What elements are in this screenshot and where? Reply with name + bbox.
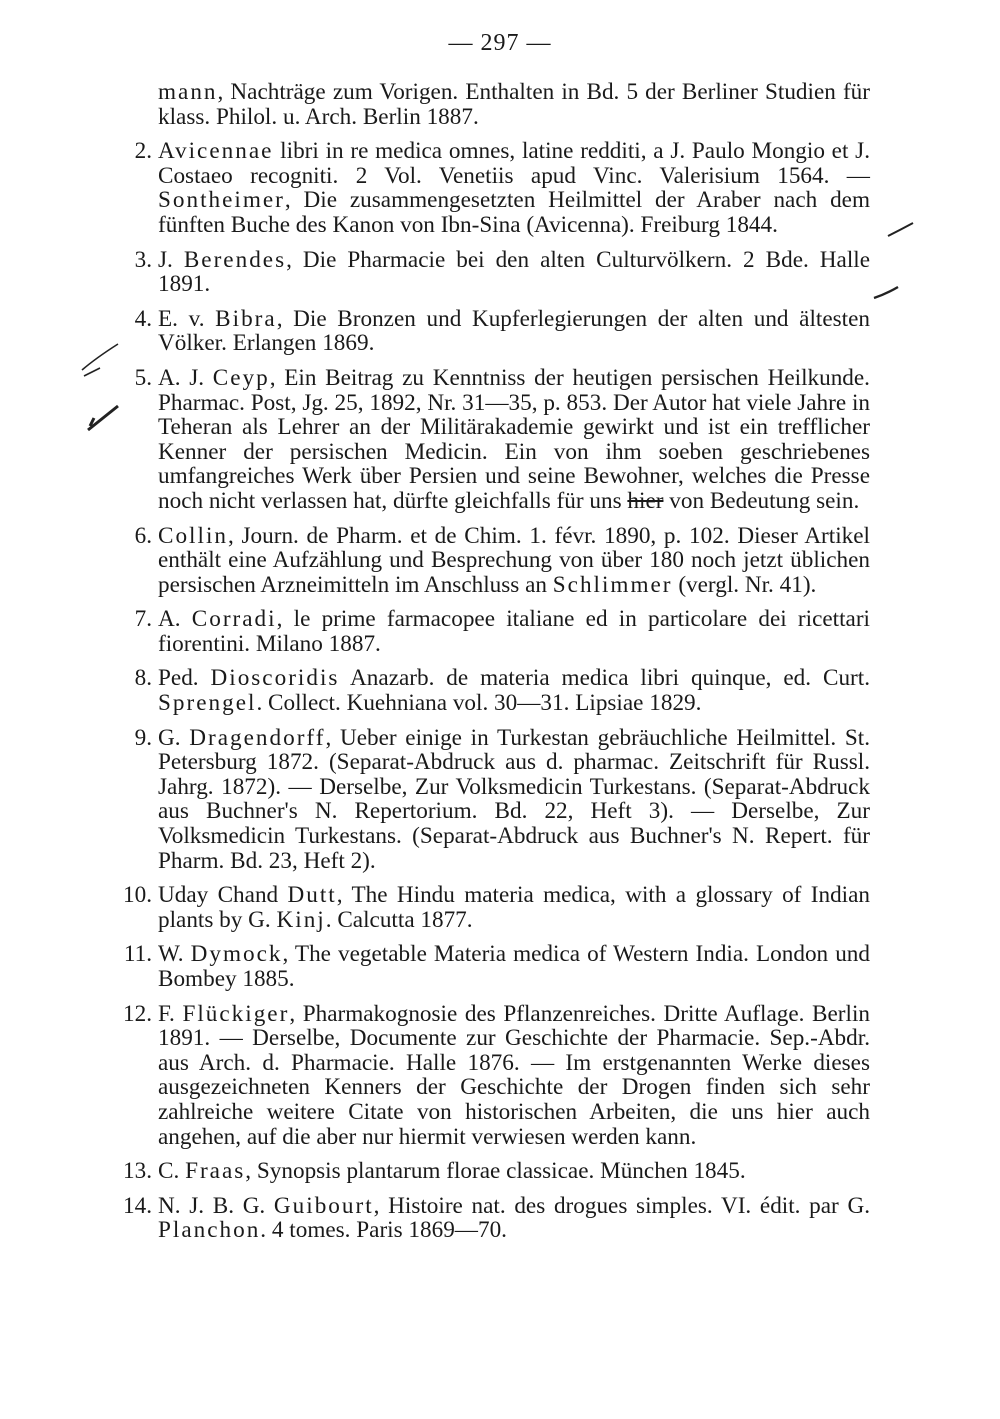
author-name: Guibourt [273, 1192, 374, 1219]
entry-text: , Die Bronzen und Kupferlegierungen der alten und ältesten Völker. Erlangen 1869. [158, 305, 870, 357]
entry-text: , Die Pharmacie bei den alten Culturvölkern. 2 Bde. Halle 1891. [158, 246, 870, 298]
bibliography-entry [100, 607, 870, 656]
author-name: mann [158, 79, 218, 105]
entry-text: von Bedeutung sein. [663, 487, 860, 514]
entry-text: (vergl. Nr. 41). [672, 571, 817, 598]
entry-number: 6. [134, 522, 152, 549]
author-name: Berendes [183, 246, 287, 273]
author-name: Fraas [185, 1158, 246, 1185]
bibliography-entry [100, 1002, 870, 1150]
author-name: Dutt [287, 882, 337, 909]
entry-text: . 4 tomes. Paris 1869—70. [260, 1217, 507, 1244]
entry-text: , Nachträge zum Vorigen. Enthalten in Bd. 5 der Berliner Studien für klass. Philol. u. Arch. Berlin 1887. [158, 79, 870, 130]
bibliography-entry [100, 524, 870, 598]
entry-text: F. [158, 1000, 183, 1027]
author-name: Flückiger [182, 1000, 290, 1027]
entry-text: A. [158, 606, 192, 633]
continuation-text [100, 80, 870, 129]
entry-text: , Ein Beitrag zu Kenntniss der heutigen persischen Heilkunde. Pharmac. Post, Jg. 25, 1892, Nr. 31—35, p. 853. Der Autor hat viele Jahre in Teheran als Lehrer an der Militärakademie gewirkt und ist ein trefflicher Kenner der persischen Medicin. Ein von ihm soeben geschriebenes umfangreiches Werk über Persien und seine Bewohner, welches die Presse noch nicht verlassen hat, dürfte gleichfalls für uns [158, 364, 870, 514]
entry-text: G. [158, 724, 190, 751]
author-name: Ceyp [212, 364, 270, 391]
entry-text: , le prime farmacopee italiane ed in particolare dei ricettari fiorentini. Milano 1887. [158, 606, 870, 657]
bibliography-entry [100, 883, 870, 932]
entry-text: . Calcutta 1877. [325, 906, 473, 933]
entry-text: Ped. [158, 665, 211, 692]
entry-text: A. J. [158, 364, 213, 391]
page-number: — 297 — [448, 30, 552, 56]
entry-text: . Collect. Kuehniana vol. 30—31. Lipsiae 1829. [256, 690, 702, 717]
entry-number: 12. [123, 1000, 152, 1027]
margin-tick-icon [872, 282, 902, 302]
entry-number: 2. [134, 138, 152, 165]
author-name: Avicennae [158, 138, 274, 165]
entry-text: C. [158, 1158, 186, 1185]
entry-text: N. J. B. G. [158, 1192, 274, 1219]
entry-number: 14. [123, 1192, 152, 1219]
entry-text: , Die zusammengesetzten Heilmittel der Araber nach dem fünften Buche des Kanon von Ibn-Sina (Avicenna). Freiburg 1844. [158, 187, 870, 238]
author-name: Dragendorff [189, 724, 326, 751]
entry-text: , The Hindu materia medica, with a glossary of Indian plants by G. [158, 882, 871, 933]
entry-text: Anazarb. de materia medica libri quinque, ed. Curt. [339, 665, 870, 692]
entry-number: 5. [134, 364, 152, 391]
bibliography-entry [100, 366, 870, 514]
entry-number: 4. [134, 305, 152, 332]
entry-number: 10. [123, 882, 152, 909]
entry-text: , Pharmakognosie des Pflanzenreiches. Dritte Auflage. Berlin 1891. — Derselbe, Documente zur Geschichte der Pharmacie. Sep.-Abdr. aus Arch. d. Pharmacie. Halle 1876. — Im erstgenannten Werke dieses ausgezeichneten Kenners der Geschichte der Drogen finden sich sehr zahlreiche weitere Citate von historischen Arbeiten, die uns hier auch angehen, auf die aber nur hiermit verwiesen werden kann. [158, 1000, 870, 1150]
entry-text: W. [158, 941, 191, 968]
struck-text: hier [627, 487, 664, 514]
entry-text: libri in re medica omnes, latine redditi, a J. Paulo Mongio et J. Costaeo recogniti. 2 Vol. Venetiis apud Vinc. Valerisium 1564. — [158, 138, 870, 189]
author-name: Kinj [276, 906, 326, 933]
author-name: Collin [158, 522, 228, 549]
entry-number: 3. [134, 246, 152, 273]
entry-text: E. v. [158, 305, 216, 332]
entry-text: , Journ. de Pharm. et de Chim. 1. févr. 1890, p. 102. Dieser Artikel enthält eine Aufzählung und Besprechung von über 180 noch jetzt üblichen persischen Arzneimitteln im Anschluss an [158, 522, 870, 598]
bibliography-entry [100, 942, 870, 991]
entry-text: J. [158, 246, 184, 273]
bibliography-list [100, 80, 870, 1243]
entry-number: 9. [134, 724, 152, 751]
entry-text: Uday Chand [158, 882, 288, 909]
bibliography-entry [100, 666, 870, 715]
entry-number: 13. [123, 1158, 152, 1185]
entry-number: 8. [134, 665, 152, 692]
bibliography-entry [100, 1194, 870, 1243]
entry-text: , Histoire nat. des drogues simples. VI. édit. par G. [373, 1192, 870, 1219]
margin-check-icon [84, 400, 124, 436]
entry-text: , The vegetable Materia medica of Western India. London und Bombey 1885. [158, 941, 870, 992]
author-name: Bibra [215, 305, 277, 332]
bibliography-entry [100, 139, 870, 237]
bibliography-entry [100, 307, 870, 356]
author-name: Sontheimer [158, 187, 285, 214]
margin-tick-icon [886, 220, 916, 240]
author-name: Dymock [190, 941, 283, 968]
entry-text: , Ueber einige in Turkestan gebräuchliche Heilmittel. St. Petersburg 1872. (Separat-Abdruck aus d. pharmac. Zeitschrift für Russl. Jahrg. 1872). — Derselbe, Zur Volksmedicin Turkestans. (Separat-Abdruck aus Buchner's N. Repertorium. Bd. 22, Heft 3). — Derselbe, Zur Volksmedicin Turkestans. (Separat-Abdruck aus Buchner's N. Repert. für Pharm. Bd. 23, Heft 2). [158, 724, 870, 874]
author-name: Corradi [191, 606, 277, 633]
author-name: Dioscoridis [210, 665, 340, 692]
entry-list [100, 139, 870, 1243]
bibliography-entry [100, 726, 870, 874]
author-name: Planchon [158, 1217, 261, 1244]
bibliography-entry [100, 1159, 870, 1184]
author-name: Schlimmer [552, 571, 673, 598]
author-name: Sprengel [158, 690, 257, 717]
margin-check-icon [78, 336, 122, 380]
entry-number: 11. [123, 941, 152, 968]
entry-text: , Synopsis plantarum florae classicae. München 1845. [245, 1158, 746, 1185]
bibliography-entry [100, 248, 870, 297]
entry-number: 7. [134, 606, 152, 633]
